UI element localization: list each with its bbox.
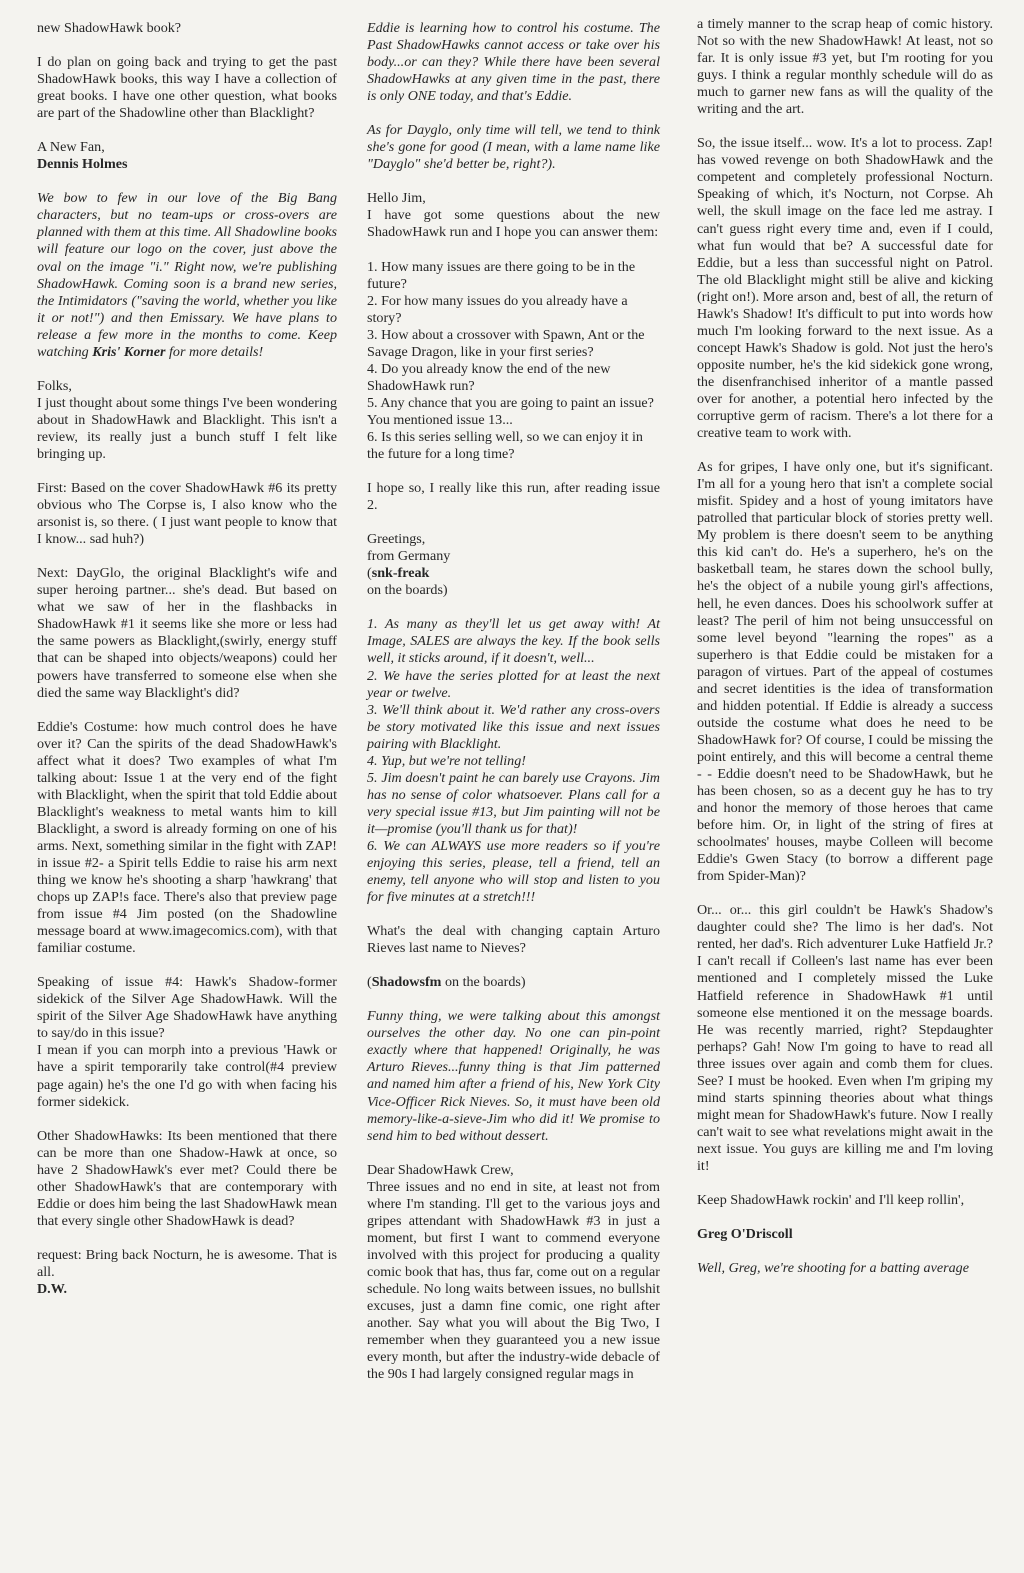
editor-reply: Eddie is learning how to control his costume. The Past ShadowHawks cannot access or take over his body...or can they? While there have been several ShadowHawks at any given time in the past, there is only ONE today, and that's Eddie. <box>367 20 660 105</box>
salutation: Hello Jim, <box>367 190 426 207</box>
author-name: D.W. <box>37 1281 68 1297</box>
signature-block <box>37 1247 337 1298</box>
signoff: Greetings, <box>367 531 426 548</box>
author-suffix: on the boards) <box>441 974 526 991</box>
paragraph: I do plan on going back and trying to get the past ShadowHawk books, this way I have a collection of great books. I have one other question, what books are part of the Shadowline other than Blacklight? <box>37 54 337 122</box>
editor-answers: 1. As many as they'll let us get away with! At Image, SALES are always the key. If the book sells well, it sticks around, if it doesn't, well... 2. We have the series plotted for at least the next year or twelve. 3. We'll think about it. We'd rather any cross-overs be story motivated like this issue and next issues pairing with Blacklight. 4. Yup, but we're not telling! 5. Jim doesn't paint he can barely use Crayons. Jim has no sense of color whatsoever. Plans call for a very special issue #13, but Jim painting will not be it—promise (you'll thank us for that)! 6. We can ALWAYS use more readers so if you're enjoying this series, please, tell a friend, tell an enemy, tell anyone who will stop and listen to you for five minutes at a stretch!!! <box>367 616 660 906</box>
author-name: Dennis Holmes <box>37 156 128 173</box>
signature-block <box>367 531 660 599</box>
author-name: Shadowsfm <box>371 974 442 991</box>
paragraph: So, the issue itself... wow. It's a lot to process. Zap! has vowed revenge on both ShadowHawk and the competent and completely professional Nocturn. Speaking of which, it's Nocturn, not Corpse. Ah well, the skull image on the face led me astray. I can't guess right every time and, even if I could, what fun would that be? A successful date for Eddie, but a less than successful night on Patrol. The old Blacklight might still be alive and kicking (right on!). More arson and, best of all, the return of Hawk's Shadow! It's difficult to put into words how much I'm looking forward to the next issue. As a concept Hawk's Shadow is gold. Not just the hero's opposite number, he's the kid sidekick gone wrong, the disenfranchised inheritor of a mantle passed over for another, a potential hero infected by the corruptive germ of racism. There's a lot there for a creative team to work with. <box>697 135 993 442</box>
signoff: A New Fan, <box>37 139 105 156</box>
paragraph: Three issues and no end in site, at least not from where I'm standing. I'll get to the various joys and gripes attendant with ShadowHawk #3 in just a moment, but first I want to commend everyone involved with this project for producing a quality comic book that has, thus far, come out on a regular schedule. No long waits between issues, no bullshit excuses, just a damn fine comic, one right after another. Say what you will about the Big Two, I remember when they guaranteed you a new issue every month, but after the industry-wide debacle of the 90s I had largely consigned regular mags in <box>367 1178 660 1383</box>
paragraph: I mean if you can morph into a previous 'Hawk or have a spirit temporarily take control(#4 preview page again) he's the one I'd go with when facing his former sidekick. <box>37 1042 337 1110</box>
paragraph: I hope so, I really like this run, after reading issue 2. <box>367 480 660 514</box>
question-list: 1. How many issues are there going to be in the future? 2. For how many issues do you already have a story? 3. How about a crossover with Spawn, Ant or the Savage Dragon, like in your first series? 4. Do you already know the end of the new ShadowHawk run? 5. Any chance that you are going to paint an issue? You mentioned issue 13... 6. Is this series selling well, so we can enjoy it in the future for a long time? <box>367 258 654 463</box>
paragraph-group <box>37 974 337 1110</box>
paragraph: new ShadowHawk book? <box>37 20 182 36</box>
signature-block <box>37 139 337 173</box>
author-line: (Shadowsfm on the boards) <box>367 974 526 991</box>
column-1 <box>37 20 337 1315</box>
paragraph: Or... or... this girl couldn't be Hawk's Shadow's daughter could she? The limo is her dad's. Not rented, her dad's. Rich adventurer Luke Hatfield Jr.? I can't recall if Colleen's last name has ever been mentioned and I completely missed the Luke Hatfield reference in ShadowHawk #1 until someone else mentioned it on the message boards. He was recently married, right? Stepdaughter perhaps? Gah! Now I'm going to have to read all three issues over again and comb them for clues. See? I must be hooked. Even when I'm griping my mind starts spinning theories about what things might mean for ShadowHawk's future. Now I really can't wait to see what revelations might await in the next issue. You guys are killing me and I'm loving it! <box>697 902 993 1174</box>
paragraph: Speaking of issue #4: Hawk's Shadow-former sidekick of the Silver Age ShadowHawk. Will the spirit of the Silver Age ShadowHawk have anything to say/do in this issue? <box>37 974 337 1042</box>
editor-reply: Funny thing, we were talking about this amongst ourselves the other day. No one can pin-point exactly where that happened! Originally, he was Arturo Rieves...funny thing is that Jim patterned and named him after a friend of his, New York City Vice-Officer Rick Nieves. So, it must have been old memory-like-a-sieve-Jim who did it! We promise to send him to bed without dessert. <box>367 1008 660 1144</box>
salutation: Folks, <box>37 377 72 394</box>
paragraph: Next: DayGlo, the original Blacklight's wife and super heroing partner... she's dead. But based on what we saw of her in the flashbacks in ShadowHawk #1 it seems like she more or less had the same powers as Blacklight,(swirly, energy stuff that can be shaped into objects/weapons) could her powers have transferred to someone else when she died the same way Blacklight's did? <box>37 565 337 701</box>
letter-opening <box>37 378 337 463</box>
letter-opening <box>367 190 660 241</box>
column-2 <box>367 20 660 1400</box>
column-3 <box>697 16 993 1294</box>
signoff-location: from Germany <box>367 548 451 565</box>
paragraph: Other ShadowHawks: Its been mentioned that there can be more than one Shadow-Hawk at once, so have 2 ShadowHawk's ever met? Could there be other ShadowHawk's that are contemporary with Eddie or does him being the last ShadowHawk mean that every single other ShadowHawk is dead? <box>37 1127 337 1229</box>
paragraph: a timely manner to the scrap heap of comic history. Not so with the new ShadowHawk! At least, not so far. It is only issue #3 yet, but I'm rooting for you guys. I think a regular monthly schedule will do as much to garner new fans as will the quality of the writing and the art. <box>697 16 993 118</box>
salutation: Dear ShadowHawk Crew, <box>367 1161 514 1178</box>
paragraph: First: Based on the cover ShadowHawk #6 its pretty obvious who The Corpse is, I also know who the arsonist is, so there. ( I just want people to know that I know... sad huh?) <box>37 480 337 548</box>
letter-opening <box>367 1162 660 1384</box>
author-name: snk-freak <box>371 565 430 582</box>
kris-korner: Kris' Korner <box>92 343 166 360</box>
paragraph: I just thought about some things I've been wondering about in ShadowHawk and Blacklight. This isn't a review, its really just a bunch stuff I felt like bringing up. <box>37 394 337 462</box>
reply-text-end: for more details! <box>165 343 264 360</box>
paragraph: I have got some questions about the new ShadowHawk run and I hope you can answer them: <box>367 207 660 241</box>
paragraph: As for gripes, I have only one, but it's significant. I'm all for a young hero that isn't a complete social misfit. Spidey and a host of young imitators have patrolled that particular block of stories pretty well. My problem is there doesn't seem to be anything this kid can't do. He's a superhero, he's on the basketball team, he stares down the school bully, he's the object of a nubile young girl's affections, hell, he even dances. Does his schoolwork suffer at least? The peril of him not being unsuccessful on some level beyond "learning the ropes" as a superhero is that Eddie could be mistaken for a paragon of virtues. Part of the appeal of costumes and secret identities is the idea of transformation and hidden potential. If Eddie is already a success outside the costume what does he need to be ShadowHawk for? Of course, I could be missing the point entirely, and this will become a central theme - - Eddie doesn't need to be ShadowHawk, but he has been chosen, so as a decent guy he has to try and honor the memory of those heroes that came before him. Or, in light of the string of fires at schoolmates' houses, maybe Colleen will become Eddie's Gwen Stacy (to borrow a different page from Spider-Man)? <box>697 459 993 885</box>
paragraph: What's the deal with changing captain Arturo Rieves last name to Nieves? <box>367 923 660 957</box>
paragraph: Eddie's Costume: how much control does he have over it? Can the spirits of the dead ShadowHawk's affect what it does? Two examples of what I'm talking about: Issue 1 at the very end of the fight with Blacklight, when the spirit that told Eddie about Blacklight's weakness to metal wants him to kill Blacklight, a sword is already forming on one of his arms. Next, something similar in the fight with ZAP! in issue #2- a Spirit tells Eddie to raise his arm next thing we know he's shooting a sharp 'hawkrang' that chops up ZAP!s face. There's also that preview page from issue #4 Jim posted (on the Shadowline message board at www.imagecomics.com), with that familiar costume. <box>37 718 337 957</box>
author-name: Greg O'Driscoll <box>697 1226 793 1243</box>
paragraph: Keep ShadowHawk rockin' and I'll keep rollin', <box>697 1192 965 1209</box>
author-suffix: on the boards) <box>367 582 448 599</box>
paragraph: request: Bring back Nocturn, he is awesome. That is all. <box>37 1246 337 1280</box>
editor-reply: As for Dayglo, only time will tell, we tend to think she's gone for good (I mean, with a lame name like "Dayglo" she'd better be, right?). <box>367 122 660 173</box>
editor-reply: Well, Greg, we're shooting for a batting average <box>697 1260 969 1277</box>
editor-reply <box>37 190 337 360</box>
reply-text: We bow to few in our love of the Big Bang characters, but no team-ups or cross-overs are planned with them at this time. All Shadowline books will feature our logo on the cover, just above the oval on the image "i." Right now, we're publishing ShadowHawk. Coming soon is a brand new series, the Intimidators ("saving the world, whether you like it or not!") and then Emissary. We have plans to release a few more in the months to come. Keep watching <box>37 190 337 360</box>
author-line: (snk-freak on the boards) <box>367 565 660 599</box>
